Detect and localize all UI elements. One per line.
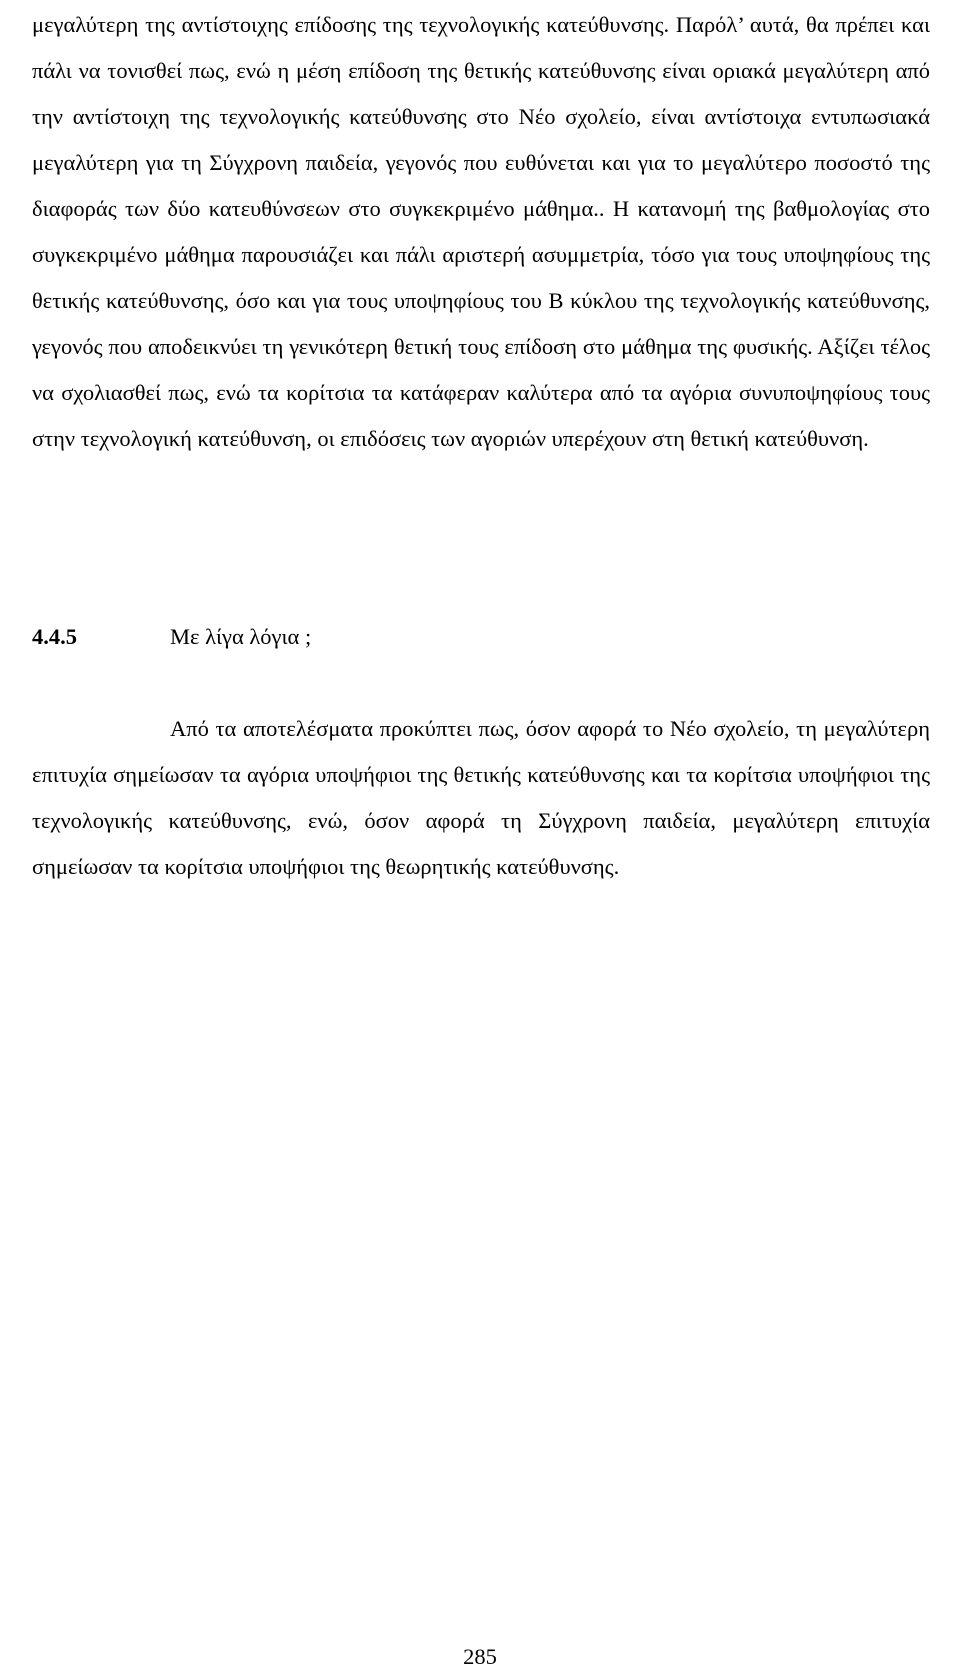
section-heading: [32, 614, 930, 660]
page-number: 285: [463, 1644, 497, 1669]
body-paragraph-1: μεγαλύτερη της αντίστοιχης επίδοσης της τεχνολογικής κατεύθυνσης. Παρόλ’ αυτά, θα πρέπει και πάλι να τονισθεί πως, ενώ η μέση επίδοση της θετικής κατεύθυνσης είναι οριακά μεγαλύτερη από την αντίστοιχη της τεχνολογικής κατεύθυνσης στο Νέο σχολείο, είναι αντίστοιχα εντυπωσιακά μεγαλύτερη για τη Σύγχρονη παιδεία, γεγονός που ευθύνεται και για το μεγαλύτερο ποσοστό της διαφοράς των δύο κατευθύνσεων στο συγκεκριμένο μάθημα.. Η κατανομή της βαθμολογίας στο συγκεκριμένο μάθημα παρουσιάζει και πάλι αριστερή ασυμμετρία, τόσο για τους υποψηφίους της θετικής κατεύθυνσης, όσο και για τους υποψηφίους του Β κύκλου της τεχνολογικής κατεύθυνσης, γεγονός που αποδεικνύει τη γενικότερη θετική τους επίδοση στο μάθημα της φυσικής. Αξίζει τέλος να σχολιασθεί πως, ενώ τα κορίτσια τα κατάφεραν καλύτερα από τα αγόρια συνυποψηφίους τους στην τεχνολογική κατεύθυνση, οι επιδόσεις των αγοριών υπερέχουν στη θετική κατεύθυνση.: [32, 12, 930, 451]
section-title: Με λίγα λόγια ;: [170, 624, 312, 649]
section-number: 4.4.5: [32, 624, 77, 649]
body-paragraph-2: Από τα αποτελέσματα προκύπτει πως, όσον αφορά το Νέο σχολείο, τη μεγαλύτερη επιτυχία σημείωσαν τα αγόρια υποψήφιοι της θετικής κατεύθυνσης και τα κορίτσια υποψήφιοι της τεχνολογικής κατεύθυνσης, ενώ, όσον αφορά τη Σύγχρονη παιδεία, μεγαλύτερη επιτυχία σημείωσαν τα κορίτσια υποψήφιοι της θεωρητικής κατεύθυνσης.: [32, 716, 930, 879]
